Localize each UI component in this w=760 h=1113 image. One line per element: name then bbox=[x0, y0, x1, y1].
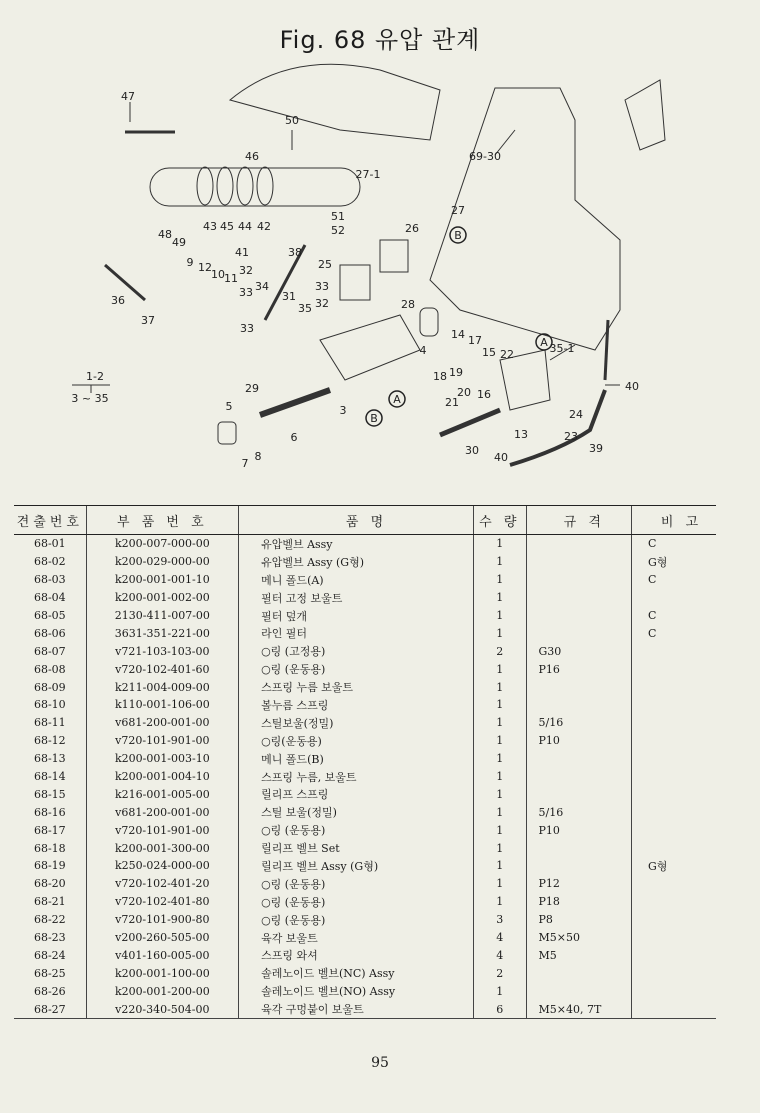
cell-name: 릴리프 스프링 bbox=[239, 785, 474, 803]
table-row bbox=[14, 803, 716, 821]
cell-spec: P8 bbox=[526, 911, 632, 929]
cell-name: 릴리프 벨브 Assy (G형) bbox=[239, 857, 474, 875]
callout-label: 35-1 bbox=[549, 342, 575, 355]
cell-no: 68-16 bbox=[33, 805, 66, 819]
callout-label: 3 ~ 35 bbox=[71, 392, 109, 405]
callout-label: 69-30 bbox=[469, 150, 501, 163]
cell-part: v681-200-001-00 bbox=[86, 803, 238, 821]
table-row bbox=[14, 678, 716, 696]
cell-note bbox=[632, 821, 716, 839]
cell-no: 68-21 bbox=[33, 895, 66, 909]
cell-note: G형 bbox=[632, 857, 716, 875]
cell-qty: 1 bbox=[474, 857, 527, 875]
cell-no: 68-12 bbox=[33, 734, 66, 748]
cell-name: 유압벨브 Assy (G형) bbox=[239, 553, 474, 571]
cell-qty: 4 bbox=[474, 929, 527, 947]
cell-spec bbox=[526, 768, 632, 786]
cell-qty: 2 bbox=[474, 642, 527, 660]
callout-label: 26 bbox=[405, 222, 419, 235]
cell-note bbox=[632, 678, 716, 696]
cell-no: 68-27 bbox=[14, 1000, 86, 1018]
cell-note: C bbox=[632, 607, 716, 625]
cell-no: 68-05 bbox=[33, 609, 66, 622]
cell-name: 육각 구멍붙이 보울트 bbox=[239, 1000, 474, 1018]
cell-part: k200-001-100-00 bbox=[86, 964, 238, 982]
cell-spec bbox=[526, 839, 632, 857]
cell-qty: 3 bbox=[474, 911, 527, 929]
cell-no: 68-08 bbox=[33, 662, 66, 676]
cell-no: 68-10 bbox=[33, 698, 66, 712]
callout-label: 42 bbox=[257, 220, 271, 233]
cell-no: 68-26 bbox=[33, 984, 66, 998]
cell-note bbox=[632, 768, 716, 786]
cell-name: 메니 폴드(B) bbox=[239, 750, 474, 768]
cell-spec: M5×50 bbox=[526, 929, 632, 947]
callout-label: 40 bbox=[494, 451, 508, 464]
pipe-39 bbox=[605, 320, 608, 380]
cell-name: 스틸보울(정밀) bbox=[239, 714, 474, 732]
cell-no: 68-19 bbox=[33, 859, 66, 873]
cell-note bbox=[632, 696, 716, 714]
callout-label: 36 bbox=[111, 294, 125, 307]
cell-note bbox=[632, 803, 716, 821]
cell-name: 솔레노이드 벨브(NC) Assy bbox=[239, 964, 474, 982]
table-row bbox=[14, 714, 716, 732]
cell-note bbox=[632, 642, 716, 660]
cell-part: k200-001-001-10 bbox=[86, 571, 238, 589]
cell-part: k216-001-005-00 bbox=[86, 785, 238, 803]
cell-no: 68-09 bbox=[33, 680, 66, 694]
cell-part: v720-102-401-60 bbox=[86, 660, 238, 678]
cell-name: ○링 (고정용) bbox=[239, 642, 474, 660]
cell-qty: 1 bbox=[474, 768, 527, 786]
callout-label: 11 bbox=[224, 272, 238, 285]
cell-qty: 1 bbox=[474, 607, 527, 625]
callout-label: 39 bbox=[589, 442, 603, 455]
frame-bracket bbox=[625, 80, 665, 150]
cell-note bbox=[632, 785, 716, 803]
cell-part: v721-103-103-00 bbox=[86, 642, 238, 660]
table-header-row bbox=[14, 506, 716, 535]
table-row bbox=[14, 911, 716, 929]
cell-part: v220-340-504-00 bbox=[86, 1000, 238, 1018]
cell-part: v200-260-505-00 bbox=[86, 929, 238, 947]
header-remarks: 비 고 bbox=[632, 506, 716, 535]
table-row bbox=[14, 589, 716, 607]
callout-label: 49 bbox=[172, 236, 186, 249]
cell-part: k200-001-004-10 bbox=[86, 768, 238, 786]
callout-label: 18 bbox=[433, 370, 447, 383]
callout-label: 5 bbox=[225, 400, 233, 413]
callout-label: 10 bbox=[211, 268, 225, 281]
table-row bbox=[14, 642, 716, 660]
cell-part: k200-001-003-10 bbox=[86, 750, 238, 768]
cell-spec: M5 bbox=[526, 946, 632, 964]
callout-label: 41 bbox=[235, 246, 249, 259]
cell-qty: 1 bbox=[474, 839, 527, 857]
cell-no: 68-01 bbox=[33, 537, 66, 551]
cell-name: 스프링 누름, 보울트 bbox=[239, 768, 474, 786]
page-number: 95 bbox=[371, 1055, 389, 1071]
callout-label: 43 bbox=[203, 220, 217, 233]
header-part-name: 품 명 bbox=[239, 506, 474, 535]
callout-label: 37 bbox=[141, 314, 155, 327]
callout-label: 48 bbox=[158, 228, 172, 241]
table-row bbox=[14, 857, 716, 875]
cell-spec: P10 bbox=[526, 732, 632, 750]
cell-name: ○링 (운동용) bbox=[239, 875, 474, 893]
cell-qty: 1 bbox=[474, 696, 527, 714]
callout-label: 28 bbox=[401, 298, 415, 311]
cell-no: 68-22 bbox=[33, 913, 66, 927]
cell-spec bbox=[526, 589, 632, 607]
callout-label: 52 bbox=[331, 224, 345, 237]
callout-label: 13 bbox=[514, 428, 528, 441]
header-quantity: 수 량 bbox=[474, 506, 527, 535]
table-row bbox=[14, 571, 716, 589]
callout-label: 12 bbox=[198, 261, 212, 274]
callout-label: 21 bbox=[445, 396, 459, 409]
hydraulic-cylinder bbox=[150, 168, 360, 206]
callout-labels bbox=[71, 90, 639, 470]
callout-label: 51 bbox=[331, 210, 345, 223]
cell-note bbox=[632, 893, 716, 911]
cell-name: 유압벨브 Assy bbox=[239, 535, 474, 553]
cell-qty: 6 bbox=[474, 1000, 527, 1018]
cell-note bbox=[632, 750, 716, 768]
cell-part: v681-200-001-00 bbox=[86, 714, 238, 732]
page-title: Fig. 68 유압 관계 bbox=[279, 26, 481, 54]
callout-label: 31 bbox=[282, 290, 296, 303]
solenoid-valve-26 bbox=[380, 240, 408, 272]
table-row bbox=[14, 750, 716, 768]
callout-label: 33 bbox=[240, 322, 254, 335]
manifold-3 bbox=[320, 315, 420, 380]
callout-label: 32 bbox=[315, 297, 329, 310]
callout-label: 38 bbox=[288, 246, 302, 259]
cell-qty: 1 bbox=[474, 660, 527, 678]
cell-part: v720-101-901-00 bbox=[86, 732, 238, 750]
cell-no: 68-20 bbox=[33, 877, 66, 891]
cell-qty: 1 bbox=[474, 732, 527, 750]
callout-label: 9 bbox=[186, 256, 194, 269]
cell-name: ○링 (운동용) bbox=[239, 893, 474, 911]
callout-label: 27-1 bbox=[355, 168, 381, 181]
table-row bbox=[14, 660, 716, 678]
cell-part: k200-029-000-00 bbox=[86, 553, 238, 571]
cell-spec bbox=[526, 857, 632, 875]
table-row bbox=[14, 732, 716, 750]
cell-name: 필터 고정 보울트 bbox=[239, 589, 474, 607]
cell-no: 68-23 bbox=[33, 931, 66, 945]
cell-name: 필터 덮개 bbox=[239, 607, 474, 625]
cell-part: k200-001-300-00 bbox=[86, 839, 238, 857]
callout-label: 6 bbox=[290, 431, 298, 444]
callout-label: 8 bbox=[254, 450, 262, 463]
cell-qty: 1 bbox=[474, 875, 527, 893]
table-row bbox=[14, 893, 716, 911]
callout-label: 47 bbox=[121, 90, 135, 103]
cell-name: ○링(운동용) bbox=[239, 732, 474, 750]
cell-note bbox=[632, 982, 716, 1000]
cell-spec bbox=[526, 964, 632, 982]
header-part-no: 부 품 번 호 bbox=[86, 506, 238, 535]
cell-part: k110-001-106-00 bbox=[86, 696, 238, 714]
callout-label: 35 bbox=[298, 302, 312, 315]
relief-valve-19 bbox=[440, 410, 500, 435]
cell-qty: 4 bbox=[474, 946, 527, 964]
callout-label: 27 bbox=[451, 204, 465, 217]
flow-marker-label: A bbox=[393, 393, 401, 406]
callout-label: 44 bbox=[238, 220, 252, 233]
cell-note bbox=[632, 929, 716, 947]
cell-qty: 2 bbox=[474, 964, 527, 982]
header-spec: 규 격 bbox=[526, 506, 632, 535]
cell-name: 메니 폴드(A) bbox=[239, 571, 474, 589]
cell-spec: M5×40, 7T bbox=[526, 1000, 632, 1018]
cell-spec bbox=[526, 696, 632, 714]
cell-name: 솔레노이드 벨브(NO) Assy bbox=[239, 982, 474, 1000]
table-row bbox=[14, 624, 716, 642]
filter-4 bbox=[420, 308, 438, 336]
cell-spec bbox=[526, 535, 632, 553]
callout-label: 30 bbox=[465, 444, 479, 457]
cell-spec: P16 bbox=[526, 660, 632, 678]
callout-label: 46 bbox=[245, 150, 259, 163]
flow-marker-label: B bbox=[370, 412, 378, 425]
cell-note: G형 bbox=[632, 553, 716, 571]
cell-qty: 1 bbox=[474, 750, 527, 768]
callout-label: 40 bbox=[625, 380, 639, 393]
cell-spec bbox=[526, 785, 632, 803]
callout-label: 50 bbox=[285, 114, 299, 127]
cell-part: v720-101-900-80 bbox=[86, 911, 238, 929]
housing-cover bbox=[230, 64, 440, 140]
callout-label: 23 bbox=[564, 430, 578, 443]
callout-label: 20 bbox=[457, 386, 471, 399]
cell-spec: P18 bbox=[526, 893, 632, 911]
cell-part: k200-001-002-00 bbox=[86, 589, 238, 607]
callout-label: 3 bbox=[339, 404, 347, 417]
cell-qty: 1 bbox=[474, 624, 527, 642]
cell-part: 3631-351-221-00 bbox=[86, 624, 238, 642]
callout-label: 34 bbox=[255, 280, 269, 293]
cell-no: 68-11 bbox=[33, 716, 66, 730]
table-row bbox=[14, 821, 716, 839]
cell-no: 68-07 bbox=[33, 644, 66, 658]
cell-spec: P12 bbox=[526, 875, 632, 893]
cell-no: 68-25 bbox=[33, 966, 66, 980]
cell-note bbox=[632, 911, 716, 929]
cell-qty: 1 bbox=[474, 785, 527, 803]
callout-label: 25 bbox=[318, 258, 332, 271]
cell-note bbox=[632, 660, 716, 678]
table-row bbox=[14, 1000, 716, 1018]
cell-qty: 1 bbox=[474, 571, 527, 589]
cell-spec bbox=[526, 624, 632, 642]
table-row bbox=[14, 875, 716, 893]
cell-name: 스프링 와셔 bbox=[239, 946, 474, 964]
cell-part: 2130-411-007-00 bbox=[86, 607, 238, 625]
cell-qty: 1 bbox=[474, 535, 527, 553]
table-row bbox=[14, 982, 716, 1000]
cell-note: C bbox=[632, 571, 716, 589]
callout-label: 1-2 bbox=[86, 370, 104, 383]
flow-marker-label: B bbox=[454, 229, 462, 242]
callout-label: 33 bbox=[315, 280, 329, 293]
cell-name: 스프링 누름 보울트 bbox=[239, 678, 474, 696]
cell-spec: G30 bbox=[526, 642, 632, 660]
cell-part: v720-101-901-00 bbox=[86, 821, 238, 839]
cell-no: 68-06 bbox=[33, 626, 66, 640]
cell-spec bbox=[526, 982, 632, 1000]
callout-label: 29 bbox=[245, 382, 259, 395]
cell-no: 68-03 bbox=[33, 573, 66, 587]
filter-cover-5 bbox=[218, 422, 236, 444]
cell-no: 68-04 bbox=[33, 591, 66, 605]
cell-name: ○링 (운동용) bbox=[239, 660, 474, 678]
cell-qty: 1 bbox=[474, 821, 527, 839]
cell-name: ○링 (운동용) bbox=[239, 911, 474, 929]
cell-no: 68-17 bbox=[33, 823, 66, 837]
table-row bbox=[14, 607, 716, 625]
cell-spec bbox=[526, 678, 632, 696]
table-row bbox=[14, 964, 716, 982]
cell-no: 68-15 bbox=[33, 787, 66, 801]
cell-no: 68-24 bbox=[33, 948, 66, 962]
callout-label: 19 bbox=[449, 366, 463, 379]
cell-name: 라인 필터 bbox=[239, 624, 474, 642]
table-row bbox=[14, 768, 716, 786]
table-row bbox=[14, 553, 716, 571]
cell-note bbox=[632, 732, 716, 750]
callout-label: 32 bbox=[239, 264, 253, 277]
callout-label: 45 bbox=[220, 220, 234, 233]
cell-part: k250-024-000-00 bbox=[86, 857, 238, 875]
cell-spec bbox=[526, 750, 632, 768]
cell-part: k200-001-200-00 bbox=[86, 982, 238, 1000]
cell-note bbox=[632, 589, 716, 607]
cell-spec: 5/16 bbox=[526, 803, 632, 821]
frame-right bbox=[430, 88, 620, 350]
cell-no: 68-14 bbox=[33, 770, 66, 784]
parts-table bbox=[14, 505, 716, 1019]
solenoid-valve-25 bbox=[340, 265, 370, 300]
cell-note bbox=[632, 1000, 716, 1018]
callout-label: 17 bbox=[468, 334, 482, 347]
exploded-diagram bbox=[0, 60, 760, 500]
cell-note bbox=[632, 714, 716, 732]
cell-spec bbox=[526, 553, 632, 571]
callout-label: 15 bbox=[482, 346, 496, 359]
cell-note: C bbox=[632, 535, 716, 553]
cell-no: 68-13 bbox=[33, 752, 66, 766]
cell-note: C bbox=[632, 624, 716, 642]
cell-qty: 1 bbox=[474, 982, 527, 1000]
cell-name: 릴리프 벨브 Set bbox=[239, 839, 474, 857]
cell-note bbox=[632, 946, 716, 964]
cell-spec bbox=[526, 571, 632, 589]
cell-no: 68-02 bbox=[33, 555, 66, 569]
line-filter-6 bbox=[260, 390, 330, 415]
cell-part: v720-102-401-20 bbox=[86, 875, 238, 893]
cell-spec: P10 bbox=[526, 821, 632, 839]
table-row bbox=[14, 839, 716, 857]
cell-name: ○링 (운동용) bbox=[239, 821, 474, 839]
cell-note bbox=[632, 964, 716, 982]
table-row bbox=[14, 929, 716, 947]
cell-part: v401-160-005-00 bbox=[86, 946, 238, 964]
callout-label: 4 bbox=[419, 344, 427, 357]
cell-name: 육각 보울트 bbox=[239, 929, 474, 947]
table-row bbox=[14, 696, 716, 714]
cell-qty: 1 bbox=[474, 714, 527, 732]
cell-qty: 1 bbox=[474, 893, 527, 911]
cell-qty: 1 bbox=[474, 678, 527, 696]
cell-part: k200-007-000-00 bbox=[86, 535, 238, 553]
cell-qty: 1 bbox=[474, 589, 527, 607]
table-row bbox=[14, 535, 716, 553]
cell-name: 스틸 보울(정밀) bbox=[239, 803, 474, 821]
table-row bbox=[14, 946, 716, 964]
callout-label: 7 bbox=[241, 457, 249, 470]
cell-no: 68-18 bbox=[33, 841, 66, 855]
cell-spec bbox=[526, 607, 632, 625]
cell-part: v720-102-401-80 bbox=[86, 893, 238, 911]
cell-qty: 1 bbox=[474, 803, 527, 821]
cell-note bbox=[632, 875, 716, 893]
callout-label: 16 bbox=[477, 388, 491, 401]
cell-name: 볼누름 스프링 bbox=[239, 696, 474, 714]
callout-label: 22 bbox=[500, 348, 514, 361]
callout-label: 33 bbox=[239, 286, 253, 299]
cell-qty: 1 bbox=[474, 553, 527, 571]
header-ref-no: 견출번호 bbox=[14, 506, 86, 535]
table-row bbox=[14, 785, 716, 803]
cell-note bbox=[632, 839, 716, 857]
callout-label: 14 bbox=[451, 328, 465, 341]
cell-part: k211-004-009-00 bbox=[86, 678, 238, 696]
flow-marker-label: A bbox=[540, 336, 548, 349]
callout-label: 24 bbox=[569, 408, 583, 421]
cell-spec: 5/16 bbox=[526, 714, 632, 732]
